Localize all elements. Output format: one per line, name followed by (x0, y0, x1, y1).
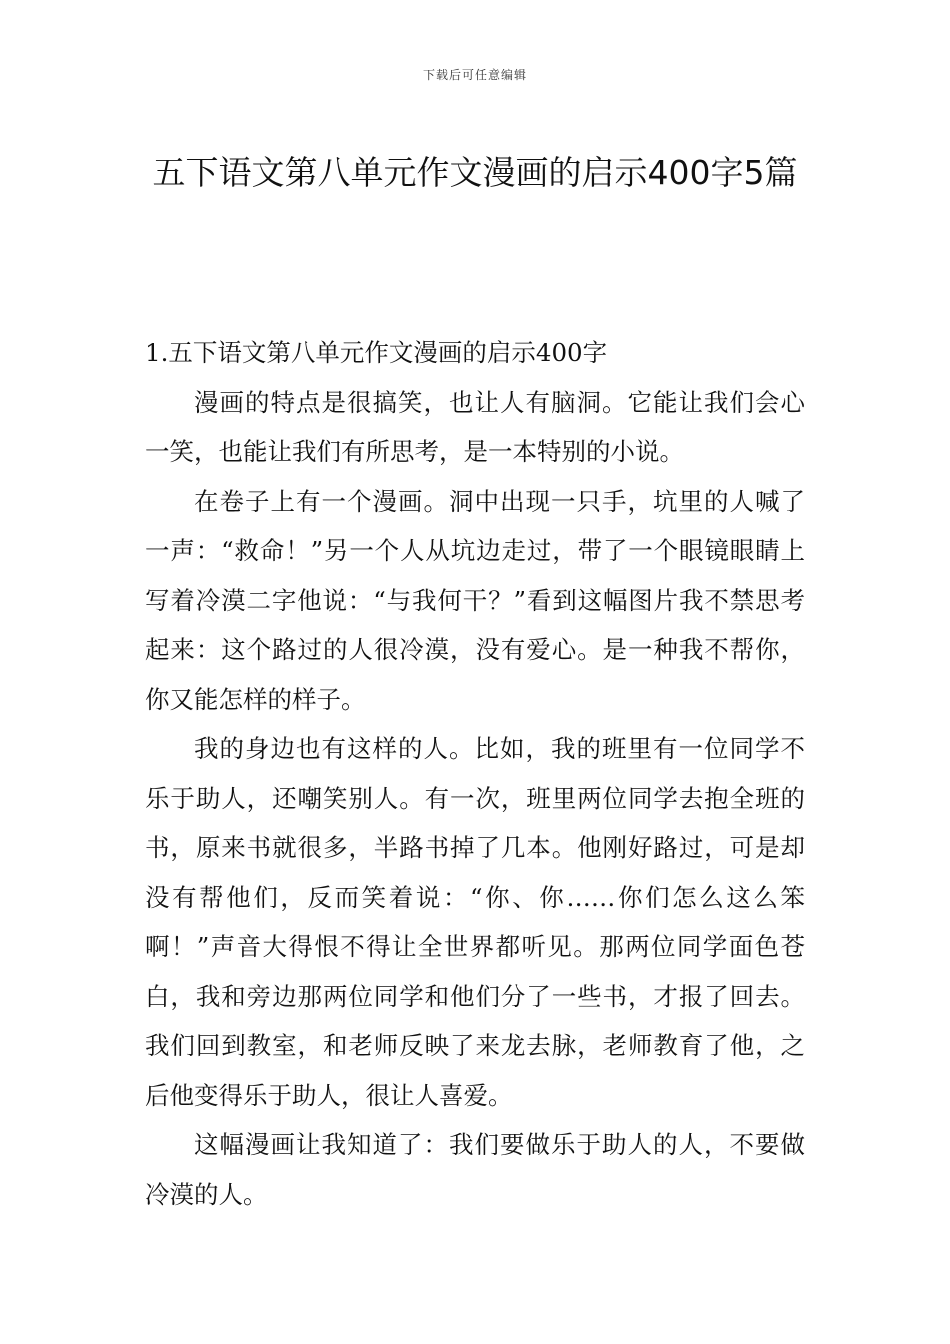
paragraph-3: 我的身边也有这样的人。比如，我的班里有一位同学不乐于助人，还嘲笑别人。有一次，班里两位同学去抱全班的书，原来书就很多，半路书掉了几本。他刚好路过，可是却没有帮他们，反而笑着说：“你、你……你们怎么这么笨啊！”声音大得恨不得让全世界都听见。那两位同学面色苍白，我和旁边那两位同学和他们分了一些书，才报了回去。我们回到教室，和老师反映了来龙去脉，老师教育了他，之后他变得乐于助人，很让人喜爱。 (145, 734, 805, 1110)
document-body (145, 328, 805, 1219)
header-note: 下载后可任意编辑 (422, 68, 527, 82)
document-title: 五下语文第八单元作文漫画的启示400字5篇 (152, 153, 798, 193)
section-title: 1.五下语文第八单元作文漫画的启示400字 (145, 338, 608, 367)
paragraph-4: 这幅漫画让我知道了：我们要做乐于助人的人，不要做冷漠的人。 (145, 1130, 805, 1209)
paragraph-1: 漫画的特点是很搞笑，也让人有脑洞。它能让我们会心一笑，也能让我们有所思考，是一本特别的小说。 (145, 387, 805, 466)
paragraph-2: 在卷子上有一个漫画。洞中出现一只手，坑里的人喊了一声：“救命！”另一个人从坑边走过，带了一个眼镜眼睛上写着冷漠二字他说：“与我何干？”看到这幅图片我不禁思考起来：这个路过的人很冷漠，没有爱心。是一种我不帮你，你又能怎样的样子。 (145, 486, 805, 714)
